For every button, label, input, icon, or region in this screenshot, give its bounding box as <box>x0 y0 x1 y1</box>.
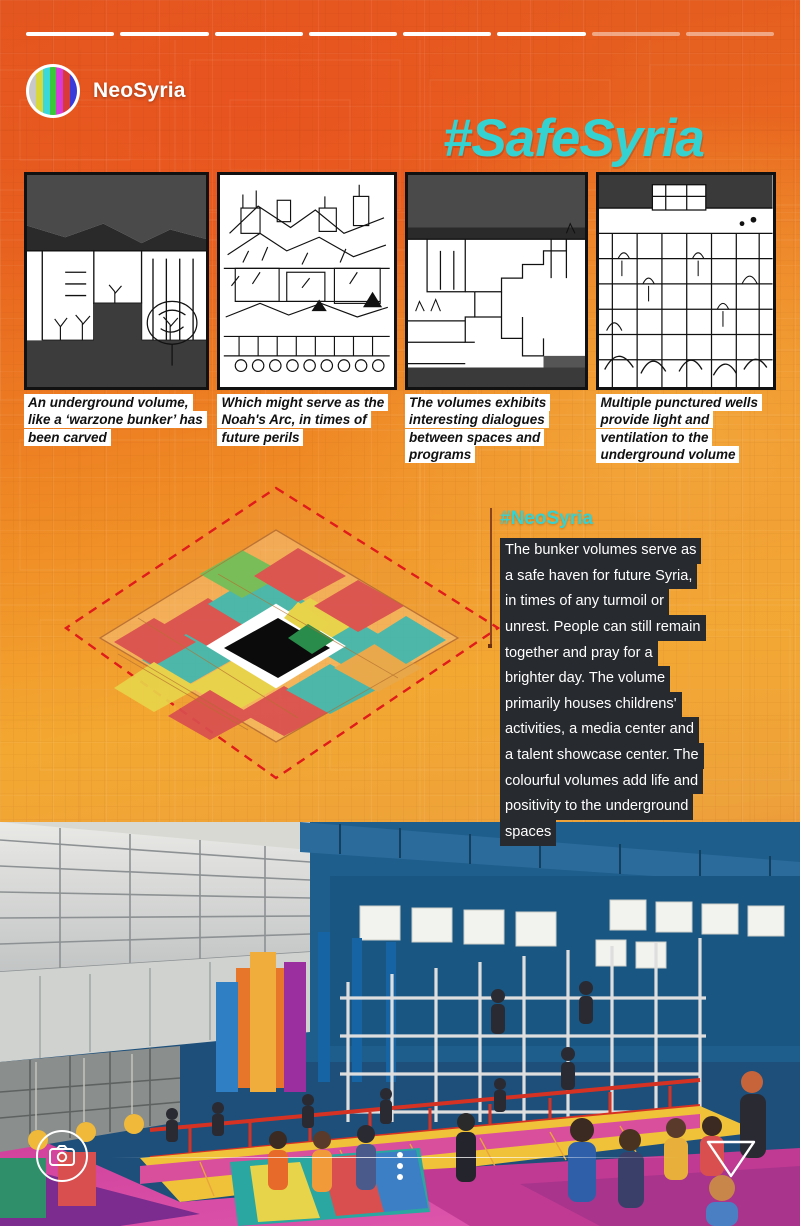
caption-text: An underground volume, like a ‘warzone bunker’ has been carved <box>24 394 207 446</box>
comic-caption-1 <box>24 394 209 463</box>
progress-segment-3[interactable] <box>215 32 303 36</box>
comic-panel-2 <box>217 172 397 390</box>
comic-strip <box>24 172 776 390</box>
progress-segment-4[interactable] <box>309 32 397 36</box>
progress-segment-6[interactable] <box>497 32 585 36</box>
body-line: activities, a media center and <box>500 717 699 743</box>
comic-caption-2 <box>217 394 397 463</box>
body-line: together and pray for a <box>500 641 658 667</box>
avatar[interactable] <box>26 64 80 118</box>
colorbars-avatar-icon <box>29 67 77 115</box>
progress-segment-2[interactable] <box>120 32 208 36</box>
axonometric-diagram <box>58 478 508 808</box>
body-line: colourful volumes add life and <box>500 769 703 795</box>
page-title: #SafeSyria <box>442 109 704 168</box>
body-line: spaces <box>500 820 556 846</box>
caption-text: Which might serve as the Noah's Arc, in times of future perils <box>217 394 388 446</box>
body-line: primarily houses childrens' <box>500 692 682 718</box>
progress-segment-8[interactable] <box>686 32 774 36</box>
body-line: unrest. People can still remain <box>500 615 706 641</box>
body-line: positivity to the underground <box>500 794 693 820</box>
progress-segment-1[interactable] <box>26 32 114 36</box>
comic-caption-4 <box>596 394 776 463</box>
body-line: The bunker volumes serve as <box>500 538 701 564</box>
comic-caption-3 <box>405 394 588 463</box>
interior-render-image <box>0 822 800 1226</box>
body-line: a talent showcase center. The <box>500 743 704 769</box>
story-author[interactable] <box>26 64 186 118</box>
story-progress-bar <box>26 32 774 36</box>
progress-segment-7[interactable] <box>592 32 680 36</box>
neo-syria-heading: #NeoSyria <box>500 508 593 529</box>
caption-text: Multiple punctured wells provide light and ventilation to the underground volume <box>596 394 762 463</box>
caption-text: The volumes exhibits interesting dialogues between spaces and programs <box>405 394 550 463</box>
comic-captions <box>24 394 776 463</box>
account-name: NeoSyria <box>93 79 186 102</box>
comic-panel-1 <box>24 172 209 390</box>
progress-segment-5[interactable] <box>403 32 491 36</box>
comic-panel-4 <box>596 172 776 390</box>
neo-syria-body <box>500 538 776 846</box>
body-line: a safe haven for future Syria, <box>500 564 697 590</box>
body-line: in times of any turmoil or <box>500 589 669 615</box>
comic-panel-3 <box>405 172 588 390</box>
body-line: brighter day. The volume <box>500 666 670 692</box>
